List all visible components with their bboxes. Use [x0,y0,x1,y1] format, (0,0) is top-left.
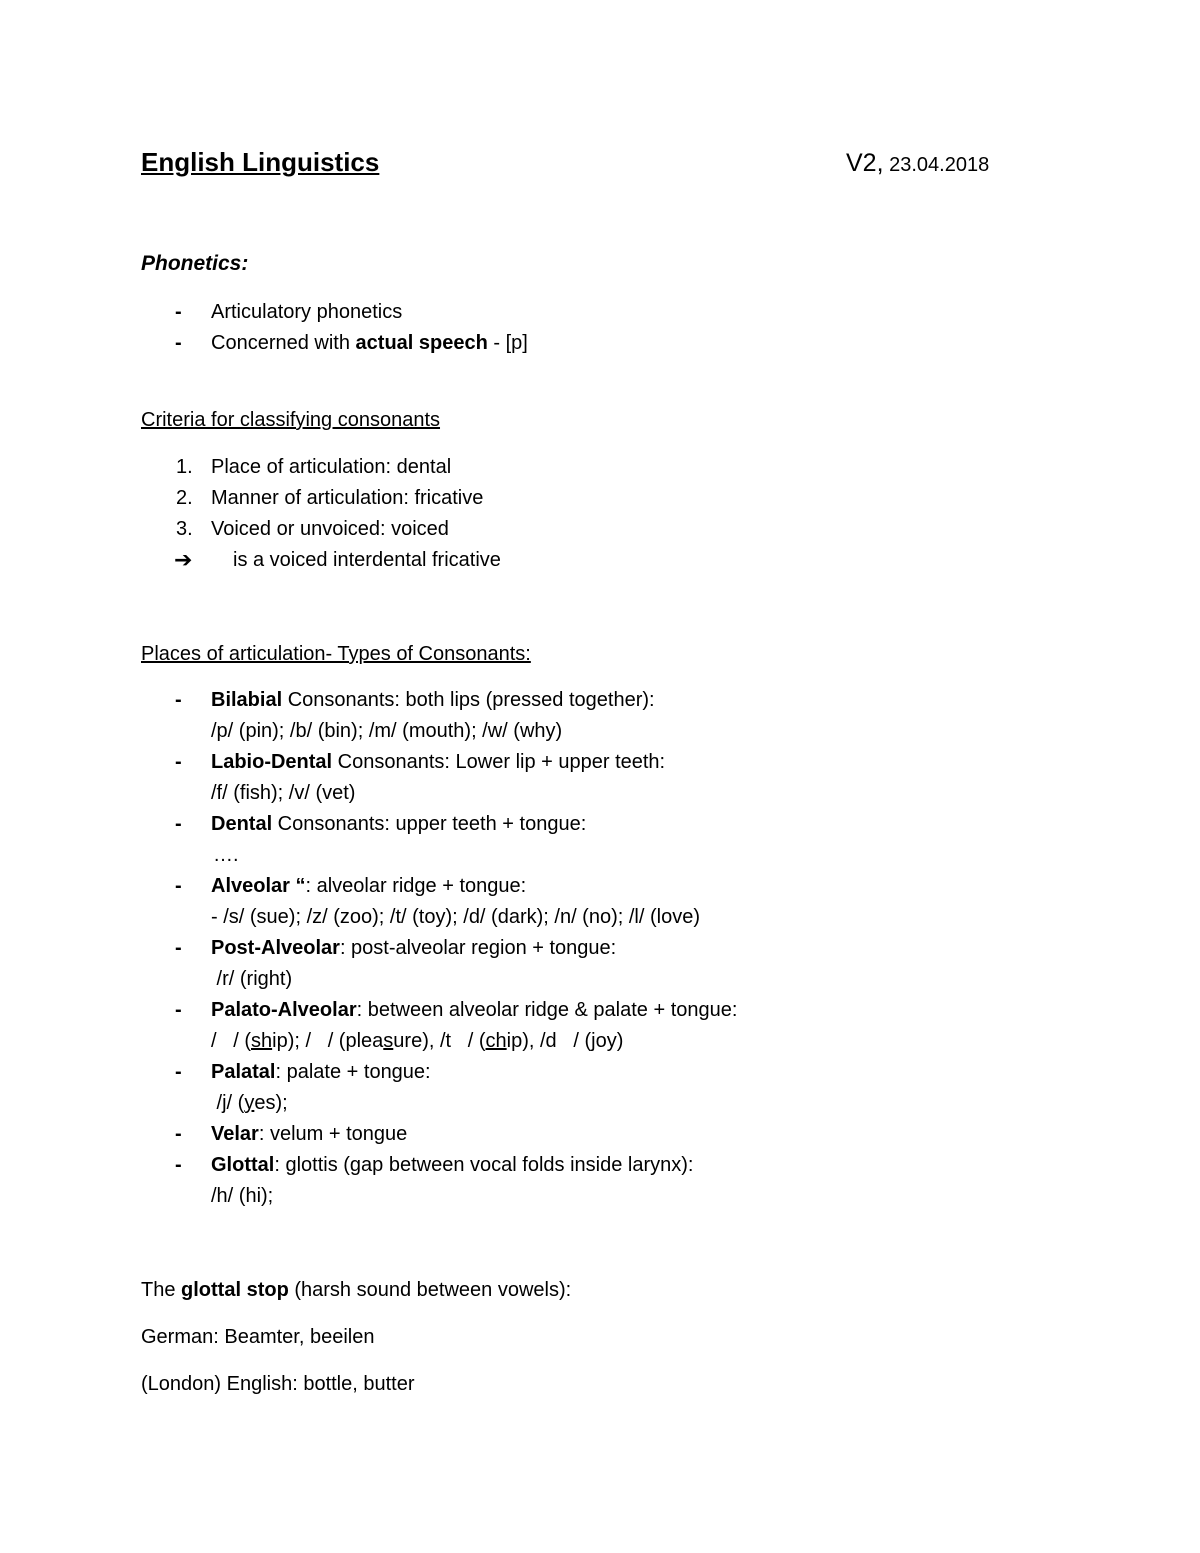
list-number: 1. [176,456,193,478]
text-fragment: ip), /d / ( [506,1030,592,1052]
bold-term: glottal stop [181,1279,289,1301]
german-example: German: Beamter, beeilen [141,1326,375,1348]
phonetics-item-concerned [211,333,528,353]
phonetics-heading: Phonetics: [141,252,249,275]
document-title: English Linguistics [141,147,380,177]
place-item-bilabial [211,690,655,710]
example-bilabial: /p/ (pin); /b/ (bin); /m/ (mouth); /w/ (why) [211,720,563,742]
bullet-marker: - [175,937,182,959]
text-fragment: (harsh sound between vowels): [288,1279,572,1301]
text-fragment: ure), /t / ( [393,1030,486,1052]
place-item-labio-dental [211,752,665,772]
underlined-letters: ch [485,1030,507,1052]
text-fragment: es); [254,1092,288,1114]
bold-term: Palatal [211,1061,276,1083]
version-label: V2, [846,149,884,177]
place-item-velar [211,1124,407,1144]
criteria-item-voiced: Voiced or unvoiced: voiced [211,518,449,540]
bold-term: Palato-Alveolar [211,999,357,1021]
place-item-post-alveolar [211,938,616,958]
bullet-marker: - [175,332,182,354]
bullet-marker: - [175,813,182,835]
example-dental: …. [213,844,239,866]
criteria-item-place: Place of articulation: dental [211,456,452,478]
bullet-marker: - [175,751,182,773]
example-labio-dental: /f/ (fish); /v/ (vet) [211,782,356,804]
text-fragment: Consonants: upper teeth + tongue: [272,813,587,835]
example-glottal: /h/ (hi); [211,1185,274,1207]
place-item-palatal [211,1062,431,1082]
date-label: 23.04.2018 [889,154,990,176]
example-palato-alveolar [211,1031,623,1051]
bullet-marker: - [175,1061,182,1083]
text-fragment: ip); / / (plea [272,1030,384,1052]
text-fragment: / / ( [211,1030,251,1052]
bold-term: Labio-Dental [211,751,333,773]
bold-term: Glottal [211,1154,275,1176]
example-alveolar: - /s/ (sue); /z/ (zoo); /t/ (toy); /d/ (dark); /n/ (no); /l/ (love) [211,906,700,928]
text-fragment: The [141,1279,182,1301]
bold-term: Dental [211,813,273,835]
underlined-letters: sh [251,1030,273,1052]
example-post-alveolar: /r/ (right) [211,968,293,990]
bullet-marker: - [175,875,182,897]
place-item-glottal [211,1155,693,1175]
text-fragment: : velum + tongue [258,1123,408,1145]
criteria-heading: Criteria for classifying consonants [141,409,441,431]
underlined-letters: s [383,1030,394,1052]
list-number: 3. [176,518,193,540]
bullet-marker: - [175,1154,182,1176]
phonetics-item-articulatory: Articulatory phonetics [211,301,403,323]
bold-term: Post-Alveolar [211,937,340,959]
version-date [846,151,989,176]
text-fragment: Consonants: both lips (pressed together): [282,689,655,711]
criteria-item-manner: Manner of articulation: fricative [211,487,484,509]
place-item-dental [211,814,586,834]
glottal-stop-line [141,1280,571,1300]
underlined-letters: y [244,1092,255,1114]
text-fragment: oy) [595,1030,624,1052]
bold-term: Alveolar “ [211,875,306,897]
place-item-alveolar [211,876,526,896]
text-fragment: : post-alveolar region + tongue: [339,937,617,959]
example-palatal [211,1093,288,1113]
criteria-conclusion: is a voiced interdental fricative [233,549,501,571]
list-number: 2. [176,487,193,509]
bullet-marker: - [175,999,182,1021]
text-fragment: : glottis (gap between vocal folds inside larynx): [274,1154,694,1176]
underlined-letters: j [591,1030,596,1052]
text-fragment: : alveolar ridge + tongue: [305,875,527,897]
arrow-icon: ➔ [174,547,193,572]
text-fragment: : palate + tongue: [275,1061,431,1083]
english-example: (London) English: bottle, butter [141,1373,415,1395]
text-fragment: Consonants: Lower lip + upper teeth: [332,751,666,773]
places-heading: Places of articulation- Types of Consonants: [141,643,531,665]
bullet-marker: - [175,689,182,711]
text-fragment: /j/ ( [211,1092,245,1114]
bold-term: Velar [211,1123,259,1145]
bullet-marker: - [175,301,182,323]
text-fragment: - [p] [487,332,528,354]
bullet-marker: - [175,1123,182,1145]
text-fragment: : between alveolar ridge & palate + tongue: [356,999,738,1021]
bold-term: actual speech [355,332,488,354]
bold-term: Bilabial [211,689,283,711]
place-item-palato-alveolar [211,1000,737,1020]
text-fragment: Concerned with [211,332,356,354]
